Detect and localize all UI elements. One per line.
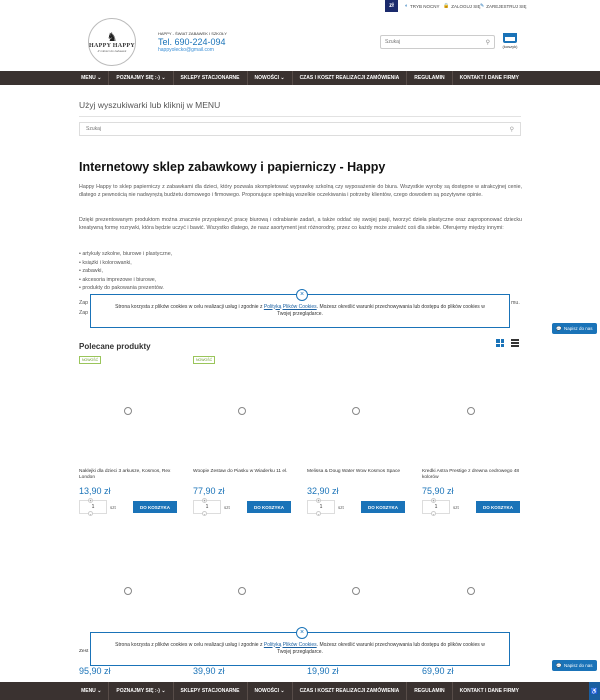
minus-icon[interactable]: - [89,511,92,516]
product-price: 77,90 zł [193,486,225,496]
unit-label: szt [224,505,230,510]
login-link[interactable] [443,3,481,9]
menu-item-about[interactable] [109,682,173,700]
cart-label: (koszyk) [502,44,518,49]
cookie-text-part: . Możesz określić warunki przechowywania lub dostępu do plików cookies w Twojej przeglądarce. [277,641,485,655]
cookie-text [111,642,489,657]
list-item: • książki i kolorowanki, [79,259,132,266]
menu-label: MENU [81,75,96,81]
menu-item-terms[interactable]: REGULAMIN [407,71,452,85]
list-view-icon[interactable] [511,339,519,347]
menu-label: POZNAJMY SIĘ :-) [116,688,160,694]
header-search [380,35,495,49]
list-item: • akcesoria imprezowe i biurowe, [79,276,157,283]
product-card[interactable] [307,356,405,516]
cookie-text-part: Strona korzysta z plików cookies w celu realizacji usług i zgodnie z [115,641,264,648]
new-badge: NOWOŚĆ [193,356,215,364]
quantity-value[interactable]: 1 [319,504,323,510]
menu-item-shipping[interactable]: CZAS I KOSZT REALIZACJI ZAMÓWIENIA [293,71,408,85]
menu-item-terms[interactable]: REGULAMIN [407,682,452,700]
loading-icon [238,407,246,415]
menu-item-new[interactable] [248,682,293,700]
loading-icon [467,587,475,595]
product-price: 13,90 zł [79,486,111,496]
product-price: 75,90 zł [422,486,454,496]
main-search [79,122,521,136]
chat-label: Napisz do nas [564,663,593,668]
plus-icon[interactable]: + [432,498,435,503]
menu-item-new[interactable] [248,71,293,85]
register-label: ZAREJESTRUJ SIĘ [486,3,527,9]
loading-icon [124,587,132,595]
register-link[interactable] [480,3,526,9]
menu-item-contact[interactable]: KONTAKT I DANE FIRMY [459,75,519,81]
add-to-cart-button[interactable]: DO KOSZYKA [133,501,177,513]
menu-item-stores[interactable]: SKLEPY STACJONARNE [174,71,248,85]
chat-label: Napisz do nas [564,326,593,331]
loading-icon [352,587,360,595]
product-card[interactable] [193,356,291,516]
truncated-text: Zap [79,300,89,306]
add-to-cart-button[interactable]: DO KOSZYKA [361,501,405,513]
loading-icon [467,407,475,415]
night-mode-label: TRYB NOCNY [410,3,440,9]
quantity-value[interactable]: 1 [434,504,438,510]
product-name[interactable]: Woopie Zestaw do Piasku w Wiaderku 11 el. [193,469,288,474]
cart-button[interactable] [500,33,520,49]
divider [79,116,521,117]
night-mode-link[interactable] [405,3,439,9]
product-name[interactable]: Naklejki dla dzieci 3 arkusze, Kosmos, Rex London [79,469,171,480]
cookie-text-part: . Możesz określić warunki przechowywania lub dostępu do plików cookies w Twojej przeglądarce. [277,303,485,317]
menu-label: NOWOŚCI [254,688,279,694]
shop-name: HAPPY - ŚWIAT ZABAWEK I SZKOŁY [158,31,227,36]
unit-label: szt [338,505,344,510]
basket-icon [503,33,517,43]
cookie-banner [90,291,510,328]
chevron-down-icon: ⌄ [97,688,102,694]
contact-info [158,31,227,53]
minus-icon[interactable]: - [432,511,435,516]
quantity-stepper[interactable] [193,500,221,514]
list-item: • zabawki, [79,268,103,274]
close-icon[interactable]: × [296,289,308,301]
login-label: ZALOGUJ SIĘ [451,3,481,9]
close-icon[interactable]: × [296,627,308,639]
intro-paragraph: Dzięki prezentowanym produktom można znacznie przyspieszyć pracę biurową i odrabianie zadań, a także oddać się swojej pasji, tworzyć dzieła plastyczne oraz zaproponować dziecku kreatywną formę rozrywki, która będzie uczyć i bawić. Wszystko dlatego, że nasz asortyment jest różnorodny, przez co każdy może znaleźć coś dla siebie. Oferujemy między innymi: [79,217,522,231]
chevron-down-icon: ⌄ [161,75,166,81]
add-to-cart-button[interactable]: DO KOSZYKA [247,501,291,513]
menu-item-menu[interactable] [74,682,109,700]
chat-icon: 💬 [556,662,563,668]
phone-number[interactable]: Tel. 690-224-094 [158,37,226,47]
search-instruction: Użyj wyszukiwarki lub kliknij w MENU [79,100,221,110]
logo-text: HAPPY HAPPY [89,43,135,49]
quantity-value[interactable]: 1 [205,504,209,510]
add-to-cart-button[interactable]: DO KOSZYKA [476,501,520,513]
chevron-down-icon: ⌄ [97,75,102,81]
product-price: 95,90 zł [79,666,111,676]
product-price: 39,90 zł [193,666,225,676]
menu-label: POZNAJMY SIĘ :-) [116,75,160,81]
loading-icon [124,407,132,415]
accessibility-icon[interactable]: ♿ [589,682,600,700]
shop-logo[interactable] [88,18,136,66]
quantity-value[interactable]: 1 [91,504,95,510]
logo-tagline: Z miłości do zabawek [97,49,127,53]
email-link[interactable]: happyolecko@gmail.com [158,47,214,53]
plus-icon[interactable]: + [317,498,320,503]
header-search-input[interactable] [385,39,486,45]
menu-item-about[interactable] [109,71,173,85]
rocking-horse-icon: ♞ [106,30,118,44]
intro-paragraph: Happy Happy to sklep papierniczy z zabawkami dla dzieci, który pozwala skompletować wyprawkę szkolną czy wyposażenie do biura. Wszystkie wyroby są dostępne w atrakcyjnej cenie, dlatego z pewnością nie nadwyrężą budżetu domowego i firmowego. Proponujące spełniają wszelkie oczekiwania i potrzeby klientów, czego dowodem są pozytywne opinie. [79,184,522,198]
menu-label: MENU [81,688,96,694]
quantity-stepper[interactable] [307,500,335,514]
chevron-down-icon: ⌄ [161,688,166,694]
cookie-policy-link[interactable]: Polityką Plików Cookies [263,303,317,310]
truncated-text: Zap [79,310,89,316]
chevron-down-icon: ⌄ [280,688,285,694]
quantity-stepper[interactable] [79,500,107,514]
grid-view-icon[interactable] [496,339,504,347]
plus-icon[interactable]: + [203,498,206,503]
product-price: 69,90 zł [422,666,454,676]
product-category-list [79,250,172,293]
currency-selector[interactable]: zł [385,0,398,12]
product-name[interactable]: Melissa & Doug Water Wow Kosmos Space [307,469,401,474]
quantity-stepper[interactable] [422,500,450,514]
search-icon[interactable]: ⚲ [485,39,490,46]
loading-icon [352,407,360,415]
chat-icon: 💬 [556,325,563,331]
product-card[interactable] [79,356,177,516]
unit-label: szt [110,505,116,510]
menu-item-menu[interactable] [74,71,109,85]
list-item: • artykuły szkolne, biurowe i plastyczne, [79,251,173,257]
section-title: Polecane produkty [79,342,151,351]
chevron-down-icon: ⌄ [280,75,285,81]
menu-label: NOWOŚCI [254,75,279,81]
new-badge: NOWOŚĆ [79,356,101,364]
main-search-input[interactable] [86,126,510,132]
main-menu [0,71,600,85]
menu-item-stores[interactable]: SKLEPY STACJONARNE [174,682,248,700]
truncated-text: mu. [511,300,520,306]
cookie-policy-link[interactable]: Polityką Plików Cookies [263,641,317,648]
contrast-icon: ◐ [405,3,409,9]
top-utility-bar [0,0,600,12]
list-item: • produkty do pakowania prezentów. [79,285,164,291]
menu-item-contact[interactable]: KONTAKT I DANE FIRMY [459,688,519,694]
minus-icon[interactable]: - [203,511,206,516]
chat-button[interactable] [552,323,597,334]
minus-icon[interactable]: - [317,511,320,516]
plus-icon[interactable]: + [89,498,92,503]
pencil-icon: ✎ [480,3,485,9]
cookie-text [111,304,489,319]
cookie-banner [90,629,510,666]
cookie-text-part: Strona korzysta z plików cookies w celu realizacji usług i zgodnie z [115,303,264,310]
menu-item-shipping[interactable]: CZAS I KOSZT REALIZACJI ZAMÓWIENIA [293,682,408,700]
chat-button[interactable] [552,660,597,671]
product-card[interactable] [422,356,520,516]
sticky-main-menu [0,682,600,700]
page-title: Internetowy sklep zabawkowy i papierniczy - Happy [79,160,386,174]
lock-icon: 🔒 [443,3,450,9]
unit-label: szt [453,505,459,510]
product-price: 19,90 zł [307,666,339,676]
product-price: 32,90 zł [307,486,339,496]
product-name[interactable]: Zest [79,649,89,654]
product-name[interactable]: Kredki Astra Prestige z drewna cedrowego 48 kolorów [422,469,520,480]
search-icon[interactable]: ⚲ [509,126,514,133]
loading-icon [238,587,246,595]
